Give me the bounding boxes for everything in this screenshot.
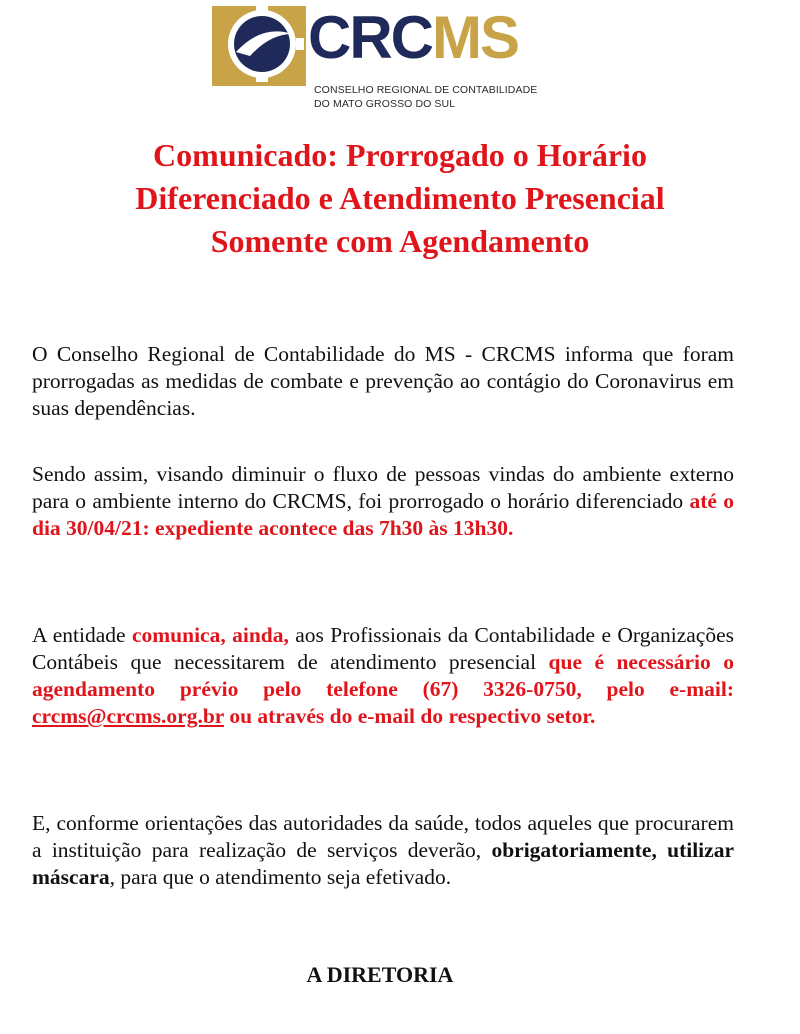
logo-word-crc: CRC	[308, 4, 432, 71]
appointment-highlight-a: comunica, ainda,	[131, 623, 289, 647]
logo-subtitle-line1: CONSELHO REGIONAL DE CONTABILIDADE	[314, 84, 538, 96]
paragraph-intro-text: O Conselho Regional de Contabilidade do MS - CRCMS informa que foram prorrogadas as medidas de combate e prevenção ao contágio do Coronavirus em suas dependências.	[32, 342, 734, 420]
logo-subtitle-line2: DO MATO GROSSO DO SUL	[314, 98, 456, 110]
paragraph-mask	[32, 810, 734, 891]
logo-word-ms: MS	[432, 4, 518, 71]
paragraph-appointment-text-a: A entidade	[32, 623, 132, 647]
paragraph-appointment	[32, 622, 734, 730]
announcement-title	[40, 134, 760, 263]
paragraph-appointment-text-b: aos Profissionais da Contabilidade e Organizações Contábeis que necessitarem de atendimento presencial	[32, 623, 734, 674]
appointment-highlight-c: ou através do e-mail do respectivo setor.	[223, 704, 596, 728]
title-line-3: Somente com Agendamento	[210, 223, 590, 259]
paragraph-mask-text-b: , para que o atendimento seja efetivado.	[109, 865, 452, 889]
signature: A DIRETORIA	[306, 962, 454, 987]
paragraph-schedule	[32, 461, 734, 542]
crcms-logo	[210, 4, 560, 110]
paragraph-schedule-text: Sendo assim, visando diminuir o fluxo de pessoas vindas do ambiente externo para o ambiente interno do CRCMS, foi prorrogado o horário diferenciado	[32, 462, 734, 513]
email-link[interactable]: crcms@crcms.org.br	[32, 704, 224, 728]
schedule-highlight: até o dia 30/04/21: expediente acontece das 7h30 às 13h30.	[32, 489, 735, 540]
paragraph-intro	[32, 341, 734, 422]
title-line-2: Diferenciado e Atendimento Presencial	[135, 180, 665, 216]
title-line-1: Comunicado: Prorrogado o Horário	[153, 137, 647, 173]
logo-wordmark	[308, 0, 518, 76]
paragraph-mask-text-a: E, conforme orientações das autoridades da saúde, todos aqueles que procurarem a instituição para realização de serviços deverão,	[32, 811, 734, 862]
appointment-phone-text: que é necessário o agendamento prévio pelo telefone (67) 3326-0750, pelo e-mail:	[32, 650, 734, 701]
mask-bold-text: obrigatoriamente, utilizar máscara	[32, 838, 734, 889]
gear-globe-logo-icon	[210, 4, 308, 88]
